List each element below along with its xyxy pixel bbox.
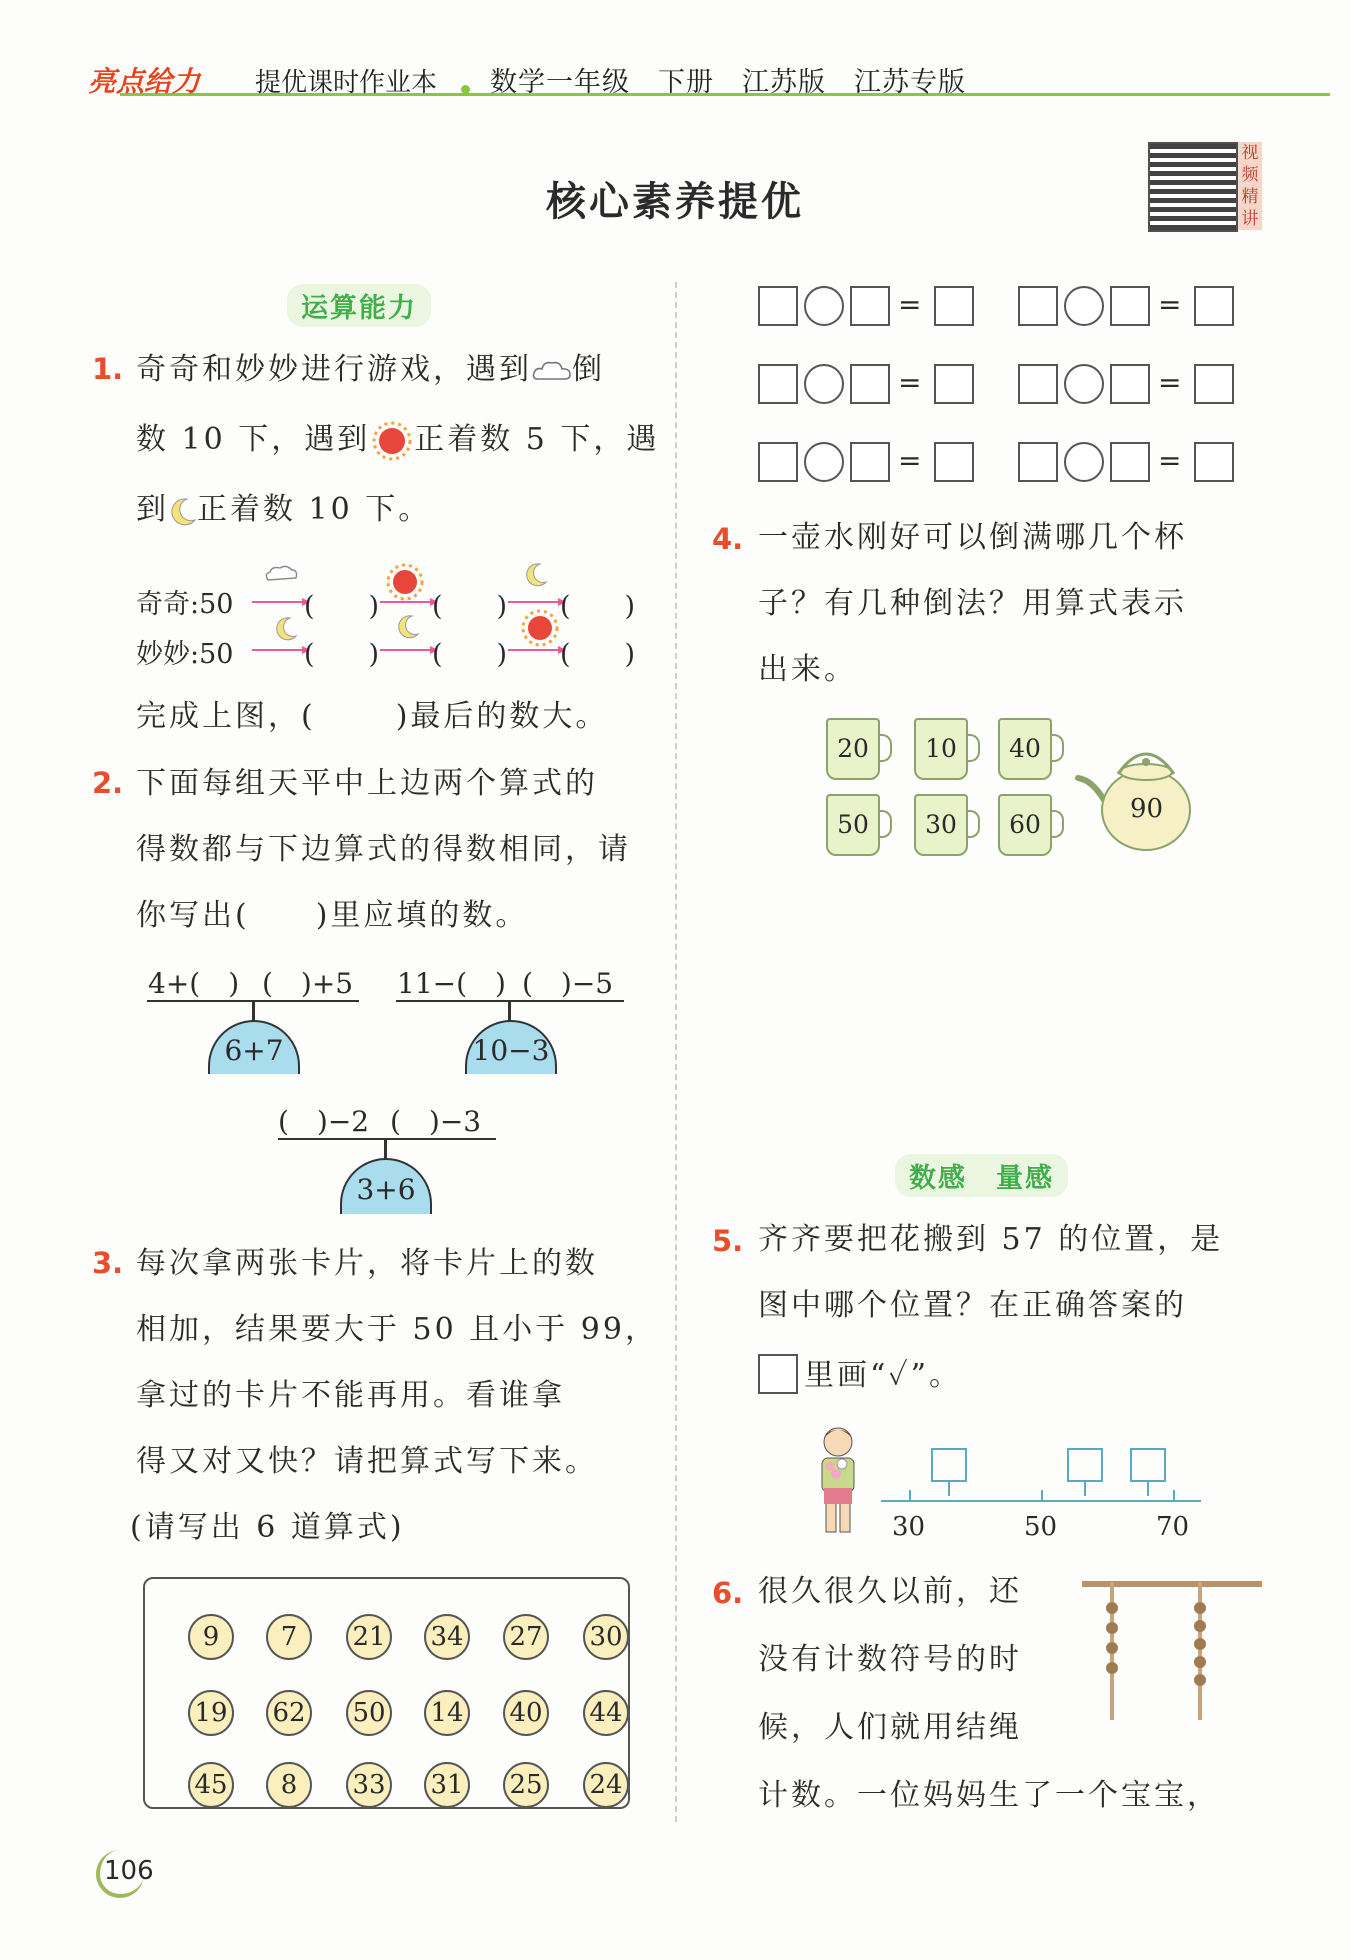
q3-line1: 每次拿两张卡片，将卡片上的数: [136, 1246, 598, 1281]
q3-line2: 相加，结果要大于 50 且小于 99，: [136, 1312, 658, 1347]
q1-blank[interactable]: ( ): [432, 639, 508, 670]
qr-code-icon[interactable]: [1148, 142, 1238, 232]
position-box-c[interactable]: [1130, 1448, 1166, 1482]
q1-text-d: 正着数 5 下，遇: [414, 422, 660, 457]
pointer-c: [1147, 1482, 1149, 1496]
page-title: 核心素养提优: [546, 179, 804, 225]
number-card[interactable]: 45: [188, 1762, 234, 1808]
q1-blank[interactable]: ( ): [304, 591, 380, 622]
q5-line2: 图中哪个位置？在正确答案的: [758, 1288, 1187, 1323]
moon-icon: [277, 618, 296, 640]
operator-circle[interactable]: [1064, 364, 1104, 404]
number-card[interactable]: 40: [503, 1690, 549, 1736]
header-dot: [461, 85, 470, 94]
scale1-post: [252, 1002, 255, 1022]
q3-line5: (请写出 6 道算式): [130, 1510, 405, 1545]
q6-line1: 很久很久以前，还: [758, 1574, 1022, 1609]
scale1-right: ( )+5: [262, 967, 354, 1000]
q1-miaomiao-row: [252, 611, 566, 654]
addend-box[interactable]: [1110, 286, 1150, 326]
tick-50: [1041, 1490, 1043, 1502]
section-operation: 运算能力: [287, 284, 431, 327]
addend-box[interactable]: [850, 364, 890, 404]
operator-circle[interactable]: [1064, 442, 1104, 482]
q3-line3: 拿过的卡片不能再用。看谁拿: [136, 1378, 565, 1413]
q1-complete-b: )最后的数大。: [395, 699, 609, 734]
number-card[interactable]: 14: [424, 1690, 470, 1736]
result-box[interactable]: [1194, 364, 1234, 404]
q6-line2: 没有计数符号的时: [758, 1642, 1022, 1677]
q1-text-a: 奇奇和妙妙进行游戏，遇到: [136, 352, 532, 387]
addend-box[interactable]: [850, 442, 890, 482]
pointer-a: [948, 1482, 950, 1496]
result-box[interactable]: [1194, 286, 1234, 326]
scale3-left: ( )−2: [278, 1105, 370, 1138]
q3-number: 3.: [92, 1246, 124, 1280]
cup: 10: [914, 718, 968, 780]
q6-line3: 候，人们就用结绳: [758, 1710, 1022, 1745]
q1-qiqi-label: 奇奇:50: [136, 589, 234, 620]
addend-box[interactable]: [1018, 442, 1058, 482]
q2-line2: 得数都与下边算式的得数相同，请: [136, 832, 631, 867]
cloud-icon: [266, 566, 296, 580]
addend-box[interactable]: [758, 364, 798, 404]
addend-box[interactable]: [1110, 364, 1150, 404]
cup: 20: [826, 718, 880, 780]
q6-number: 6.: [712, 1576, 744, 1610]
q2-line3: 你写出( )里应填的数。: [136, 898, 529, 933]
page-number: 106: [104, 1856, 154, 1886]
sun-icon: [370, 421, 414, 461]
addend-box[interactable]: [1110, 442, 1150, 482]
q1-text-c: 数 10 下，遇到: [136, 422, 371, 457]
scale2-base: 10−3: [465, 1020, 557, 1074]
brand-logo: 亮点给力: [88, 65, 201, 98]
position-box-a[interactable]: [931, 1448, 967, 1482]
sun-icon: [528, 616, 552, 640]
number-card[interactable]: 30: [583, 1614, 629, 1660]
q1-blank[interactable]: ( ): [304, 639, 380, 670]
q4-line1: 一壶水刚好可以倒满哪几个杯: [758, 520, 1187, 555]
q4-line3: 出来。: [758, 652, 857, 687]
q5-line1: 齐齐要把花搬到 57 的位置，是: [758, 1222, 1224, 1257]
q1-miaomiao-label: 妙妙:50: [136, 639, 234, 670]
number-card[interactable]: 8: [266, 1762, 312, 1808]
q1-line2: [136, 420, 659, 461]
result-box[interactable]: [934, 364, 974, 404]
result-box[interactable]: [934, 286, 974, 326]
number-card[interactable]: 21: [346, 1614, 392, 1660]
tick-label-70: 70: [1156, 1512, 1190, 1542]
scale2-left: 11−( ): [397, 967, 506, 1000]
cup: 60: [998, 794, 1052, 856]
sun-icon: [393, 570, 417, 594]
scale1-left: 4+( ): [148, 967, 240, 1000]
q1-blank[interactable]: ( ): [560, 639, 636, 670]
number-card[interactable]: 44: [583, 1690, 629, 1736]
q4-line2: 子？有几种倒法？用算式表示: [758, 586, 1187, 621]
scale3-base: 3+6: [340, 1158, 432, 1214]
scale2-post: [508, 1002, 511, 1022]
position-box-b[interactable]: [1067, 1448, 1103, 1482]
addend-box[interactable]: [758, 442, 798, 482]
child-with-flowers-icon: [808, 1422, 870, 1542]
number-card[interactable]: 9: [188, 1614, 234, 1660]
number-card[interactable]: 27: [503, 1614, 549, 1660]
addend-box[interactable]: [758, 286, 798, 326]
q1-number: 1.: [92, 352, 124, 386]
cloud-icon: [532, 359, 572, 383]
equals-sign: =: [1158, 288, 1182, 321]
moon-icon: [399, 616, 418, 638]
addend-box[interactable]: [1018, 286, 1058, 326]
equals-sign: =: [898, 444, 922, 477]
number-card[interactable]: 62: [266, 1690, 312, 1736]
q5-number: 5.: [712, 1224, 744, 1258]
q1-text-e: 到: [136, 492, 169, 527]
q1-qiqi-row: [252, 564, 566, 606]
cup: 50: [826, 794, 880, 856]
q3-line4: 得又对又快？请把算式写下来。: [136, 1444, 598, 1479]
tick-label-30: 30: [892, 1512, 926, 1542]
tick-label-50: 50: [1024, 1512, 1058, 1542]
q6-line4: 计数。一位妈妈生了一个宝宝，: [758, 1778, 1220, 1813]
number-card[interactable]: 19: [188, 1690, 234, 1736]
section-number-sense: 数感 量感: [895, 1154, 1068, 1197]
moon-icon: [169, 496, 197, 526]
number-card[interactable]: 50: [346, 1690, 392, 1736]
operator-circle[interactable]: [1064, 286, 1104, 326]
equals-sign: =: [898, 288, 922, 321]
qr-tag: 视频精讲: [1238, 142, 1262, 230]
q1-line3: [136, 490, 431, 530]
addend-box[interactable]: [850, 286, 890, 326]
q1-blank[interactable]: ( ): [560, 591, 636, 622]
number-card[interactable]: 31: [424, 1762, 470, 1808]
operator-circle[interactable]: [804, 286, 844, 326]
q1-text-b: 倒: [572, 352, 605, 387]
cup: 40: [998, 718, 1052, 780]
number-card[interactable]: 24: [583, 1762, 629, 1808]
q1-blank[interactable]: ( ): [432, 591, 508, 622]
result-box[interactable]: [1194, 442, 1234, 482]
scale3-post: [384, 1140, 387, 1160]
result-box[interactable]: [934, 442, 974, 482]
pointer-b: [1084, 1482, 1086, 1496]
cup: 30: [914, 794, 968, 856]
q1-complete-a: 完成上图，(: [136, 699, 316, 734]
header-meta: 数学一年级 下册 江苏版 江苏专版: [490, 67, 966, 98]
scale1-base: 6+7: [208, 1020, 300, 1074]
operator-circle[interactable]: [804, 442, 844, 482]
number-card[interactable]: 7: [266, 1614, 312, 1660]
q2-number: 2.: [92, 766, 124, 800]
tick-30: [909, 1490, 911, 1502]
operator-circle[interactable]: [804, 364, 844, 404]
header-subtitle: 提优课时作业本: [255, 68, 438, 98]
number-card[interactable]: 25: [503, 1762, 549, 1808]
q5-answer-box[interactable]: [758, 1354, 798, 1394]
knotted-rope-icon: [1082, 1572, 1262, 1722]
equals-sign: =: [898, 366, 922, 399]
scale3-right: ( )−3: [390, 1105, 482, 1138]
scale2-right: ( )−5: [522, 967, 614, 1000]
q1-line1: [136, 350, 605, 390]
q4-number: 4.: [712, 522, 744, 556]
moon-icon: [527, 564, 546, 586]
column-divider: [675, 282, 677, 1822]
number-card[interactable]: 33: [346, 1762, 392, 1808]
equals-sign: =: [1158, 444, 1182, 477]
q2-line1: 下面每组天平中上边两个算式的: [136, 766, 598, 801]
q1-text-f: 正着数 10 下。: [197, 492, 432, 527]
kettle-label: 90: [1130, 794, 1164, 824]
number-card[interactable]: 34: [424, 1614, 470, 1660]
equals-sign: =: [1158, 366, 1182, 399]
tick-70: [1173, 1490, 1175, 1502]
q5-line3: 里画“✓”。: [804, 1358, 963, 1393]
q1-complete: [136, 697, 608, 737]
addend-box[interactable]: [1018, 364, 1058, 404]
scale3-beam: [278, 1138, 496, 1140]
